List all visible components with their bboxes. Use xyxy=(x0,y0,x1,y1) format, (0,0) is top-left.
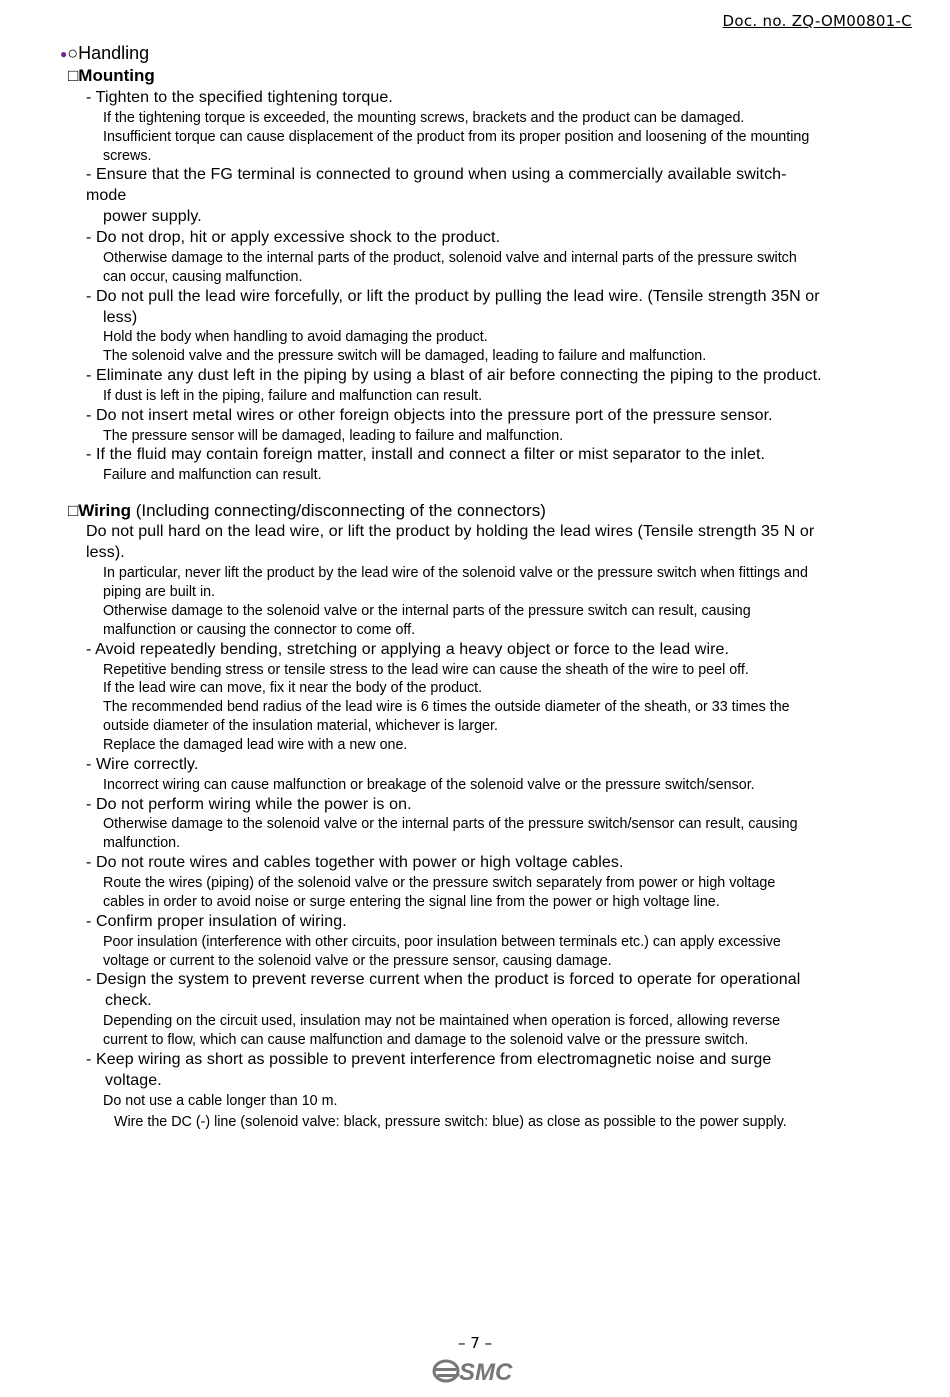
mounting-line: - Ensure that the FG terminal is connected to ground when using a commercially available switch- xyxy=(86,166,787,183)
logo-text: SMC xyxy=(459,1359,513,1386)
wiring-line: voltage or current to the solenoid valve or the pressure sensor, causing damage. xyxy=(103,953,612,969)
mounting-line: - If the fluid may contain foreign matter, install and connect a filter or mist separator to the inlet. xyxy=(86,446,766,463)
mounting-line: If dust is left in the piping, failure and malfunction can result. xyxy=(103,388,483,404)
mounting-line: - Do not insert metal wires or other foreign objects into the pressure port of the pressure sensor. xyxy=(86,407,773,424)
wiring-title: Wiring xyxy=(78,501,132,520)
handling-heading xyxy=(60,42,149,65)
wiring-line: Repetitive bending stress or tensile stress to the lead wire can cause the sheath of the wire to peel off. xyxy=(103,662,749,678)
smc-logo xyxy=(432,1356,522,1386)
mounting-line: The pressure sensor will be damaged, leading to failure and malfunction. xyxy=(103,428,564,444)
wiring-title-suffix: (Including connecting/disconnecting of the connectors) xyxy=(131,501,546,520)
mounting-heading xyxy=(68,66,155,86)
wiring-line: - Keep wiring as short as possible to prevent interference from electromagnetic noise and surge xyxy=(86,1051,772,1068)
mounting-line: mode xyxy=(86,187,127,204)
wiring-line: - Design the system to prevent reverse current when the product is forced to operate for operational xyxy=(86,971,801,988)
wiring-line: malfunction or causing the connector to come off. xyxy=(103,622,416,638)
wiring-line: Route the wires (piping) of the solenoid valve or the pressure switch separately from power or high voltage xyxy=(103,875,776,891)
wiring-line: Wire the DC (-) line (solenoid valve: black, pressure switch: blue) as close as possible to the power supply. xyxy=(114,1114,787,1130)
wiring-line: - Confirm proper insulation of wiring. xyxy=(86,913,347,930)
mounting-line: - Do not drop, hit or apply excessive shock to the product. xyxy=(86,229,501,246)
mounting-line: Insufficient torque can cause displacement of the product from its proper position and loosening of the mounting xyxy=(103,129,810,145)
mounting-line: The solenoid valve and the pressure switch will be damaged, leading to failure and malfunction. xyxy=(103,348,707,364)
wiring-line: voltage. xyxy=(105,1072,162,1089)
wiring-line: Do not use a cable longer than 10 m. xyxy=(103,1093,338,1109)
mounting-line: - Tighten to the specified tightening torque. xyxy=(86,89,393,106)
wiring-line: If the lead wire can move, fix it near the body of the product. xyxy=(103,680,483,696)
box-glyph-icon: □ xyxy=(68,501,79,520)
wiring-line: Otherwise damage to the solenoid valve or the internal parts of the pressure switch/sensor can result, causing xyxy=(103,816,798,832)
mounting-line: Otherwise damage to the internal parts of the product, solenoid valve and internal parts of the pressure switch xyxy=(103,250,797,266)
wiring-line: less). xyxy=(86,544,125,561)
doc-number: Doc. no. ZQ-OM00801-C xyxy=(722,12,912,30)
wiring-line: The recommended bend radius of the lead wire is 6 times the outside diameter of the sheath, or 33 times the xyxy=(103,699,790,715)
mounting-line: - Eliminate any dust left in the piping by using a blast of air before connecting the piping to the product. xyxy=(86,367,822,384)
mounting-line: power supply. xyxy=(103,208,202,225)
wiring-line: Do not pull hard on the lead wire, or lift the product by holding the lead wires (Tensile strength 35 N or xyxy=(86,523,815,540)
wiring-line: outside diameter of the insulation material, whichever is larger. xyxy=(103,718,498,734)
mounting-line: If the tightening torque is exceeded, the mounting screws, brackets and the product can be damaged. xyxy=(103,110,745,126)
mounting-line: can occur, causing malfunction. xyxy=(103,269,303,285)
wiring-line: - Do not route wires and cables together with power or high voltage cables. xyxy=(86,854,624,871)
wiring-line: check. xyxy=(105,992,152,1009)
wiring-line: malfunction. xyxy=(103,835,181,851)
wiring-line: - Do not perform wiring while the power is on. xyxy=(86,796,412,813)
wiring-line: current to flow, which can cause malfunction and damage to the solenoid valve or the pressure switch. xyxy=(103,1032,749,1048)
wiring-line: cables in order to avoid noise or surge entering the signal line from the power or high voltage line. xyxy=(103,894,720,910)
wiring-line: Replace the damaged lead wire with a new one. xyxy=(103,737,408,753)
box-glyph-icon: □ xyxy=(68,66,79,85)
mounting-line: screws. xyxy=(103,148,152,164)
mounting-line: Hold the body when handling to avoid damaging the product. xyxy=(103,329,488,345)
wiring-line: Otherwise damage to the solenoid valve or the internal parts of the pressure switch can result, causing xyxy=(103,603,751,619)
wiring-line: piping are built in. xyxy=(103,584,216,600)
wiring-heading xyxy=(68,501,546,521)
wiring-line: - Avoid repeatedly bending, stretching or applying a heavy object or force to the lead wire. xyxy=(86,641,730,658)
mounting-line: - Do not pull the lead wire forcefully, or lift the product by pulling the lead wire. (Tensile strength 35N or xyxy=(86,288,820,305)
mounting-line: Failure and malfunction can result. xyxy=(103,467,322,483)
wiring-line: Incorrect wiring can cause malfunction or breakage of the solenoid valve or the pressure switch/sensor. xyxy=(103,777,755,793)
bullet-dot-icon: ● xyxy=(60,47,68,61)
page-number: – 7 – xyxy=(457,1334,493,1352)
wiring-line: Poor insulation (interference with other circuits, poor insulation between terminals etc.) can apply excessive xyxy=(103,934,781,950)
wiring-line: In particular, never lift the product by the lead wire of the solenoid valve or the pressure switch when fittings and xyxy=(103,565,808,581)
mounting-line: less) xyxy=(103,309,138,326)
wiring-line: - Wire correctly. xyxy=(86,756,199,773)
mounting-title: Mounting xyxy=(78,66,155,85)
wiring-line: Depending on the circuit used, insulation may not be maintained when operation is forced, allowing reverse xyxy=(103,1013,781,1029)
handling-title: ○Handling xyxy=(67,43,150,63)
